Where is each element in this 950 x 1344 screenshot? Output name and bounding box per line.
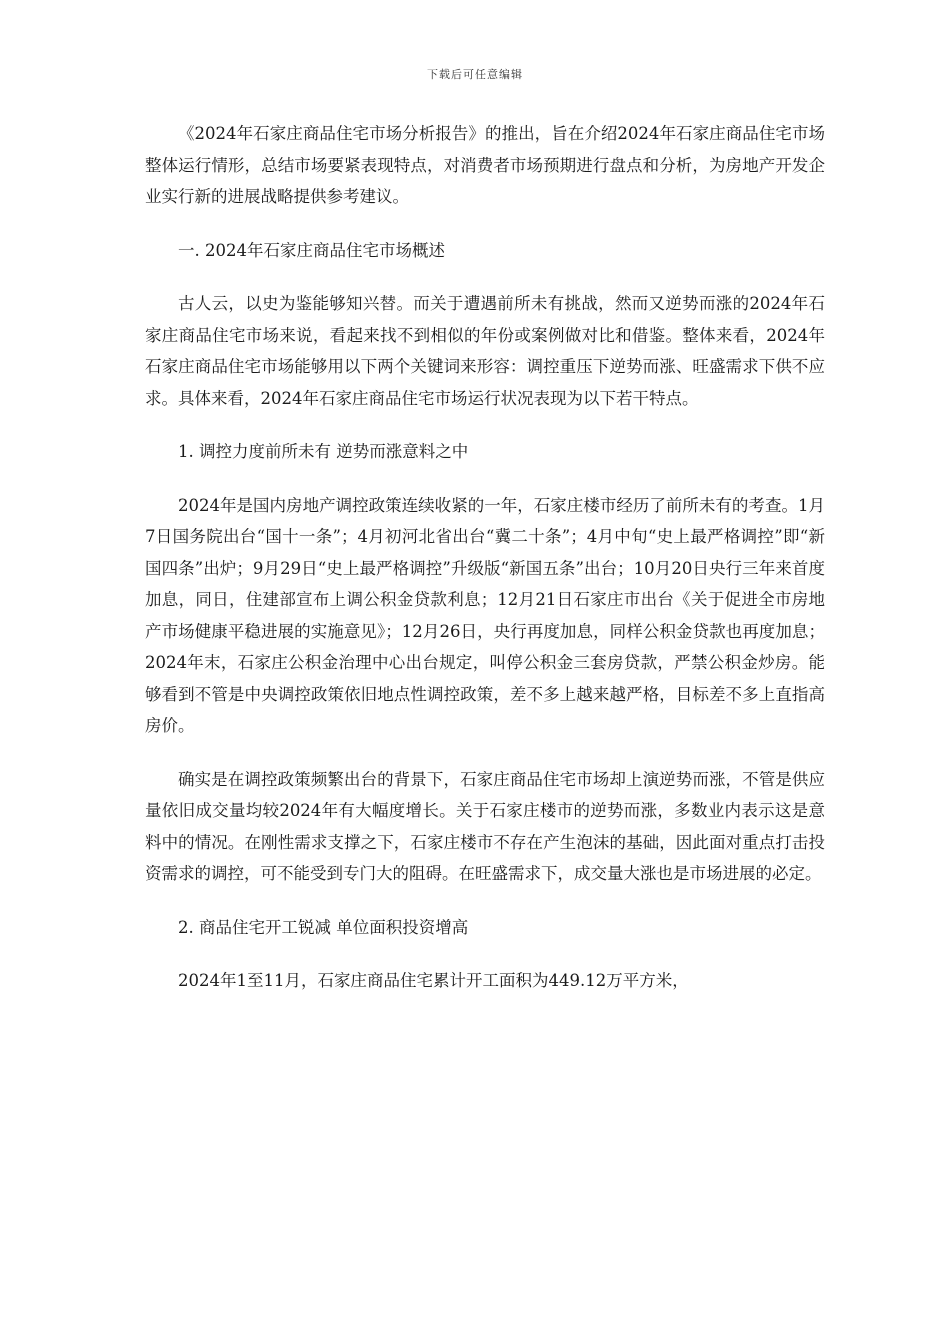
- header-note: 下载后可任意编辑: [427, 68, 523, 81]
- policy-paragraph: 2024年是国内房地产调控政策连续收紧的一年，石家庄楼市经历了前所未有的考查。1月7日国务院出台“国十一条”；4月初河北省出台“冀二十条”；4月中旬“史上最严格调控”即“新国四条”出炉；9月29日“史上最严格调控”升级版“新国五条”出台；10月20日央行三年来首度加息，同日，住建部宣布上调公积金贷款利息；12月21日石家庄市出台《关于促进全市房地产市场健康平稳进展的实施意见》；12月26日，央行再度加息，同样公积金贷款也再度加息；2024年末，石家庄公积金治理中心出台规定，叫停公积金三套房贷款，严禁公积金炒房。能够看到不管是中央调控政策依旧地点性调控政策，差不多上越来越严格，目标差不多上直指高房价。: [145, 495, 825, 735]
- subsection-heading-1: 1. 调控力度前所未有 逆势而涨意料之中: [178, 442, 469, 461]
- section-heading-overview: 一. 2024年石家庄商品住宅市场概述: [178, 240, 445, 260]
- document-body: [145, 118, 825, 1019]
- intro-paragraph: 《2024年石家庄商品住宅市场分析报告》的推出，旨在介绍2024年石家庄商品住宅市场整体运行情形，总结市场要紧表现特点，对消费者市场预期进行盘点和分析，为房地产开发企业实行新的进展战略提供参考建议。: [145, 124, 825, 206]
- overview-paragraph: 古人云，以史为鉴能够知兴替。而关于遭遇前所未有挑战，然而又逆势而涨的2024年石家庄商品住宅市场来说，看起来找不到相似的年份或案例做对比和借鉴。整体来看，2024年石家庄商品住宅市场能够用以下两个关键词来形容：调控重压下逆势而涨、旺盛需求下供不应求。具体来看，2024年石家庄商品住宅市场运行状况表现为以下若干特点。: [145, 294, 825, 408]
- subsection-heading-2: 2. 商品住宅开工锐减 单位面积投资增高: [178, 917, 469, 937]
- market-rise-paragraph: 确实是在调控政策频繁出台的背景下，石家庄商品住宅市场却上演逆势而涨，不管是供应量依旧成交量均较2024年有大幅度增长。关于石家庄楼市的逆势而涨，多数业内表示这是意料中的情况。在刚性需求支撑之下，石家庄楼市不存在产生泡沫的基础，因此面对重点打击投资需求的调控，可不能受到专门大的阻碍。在旺盛需求下，成交量大涨也是市场进展的必定。: [145, 769, 825, 883]
- construction-paragraph: 2024年1至11月，石家庄商品住宅累计开工面积为449.12万平方米，: [178, 971, 689, 990]
